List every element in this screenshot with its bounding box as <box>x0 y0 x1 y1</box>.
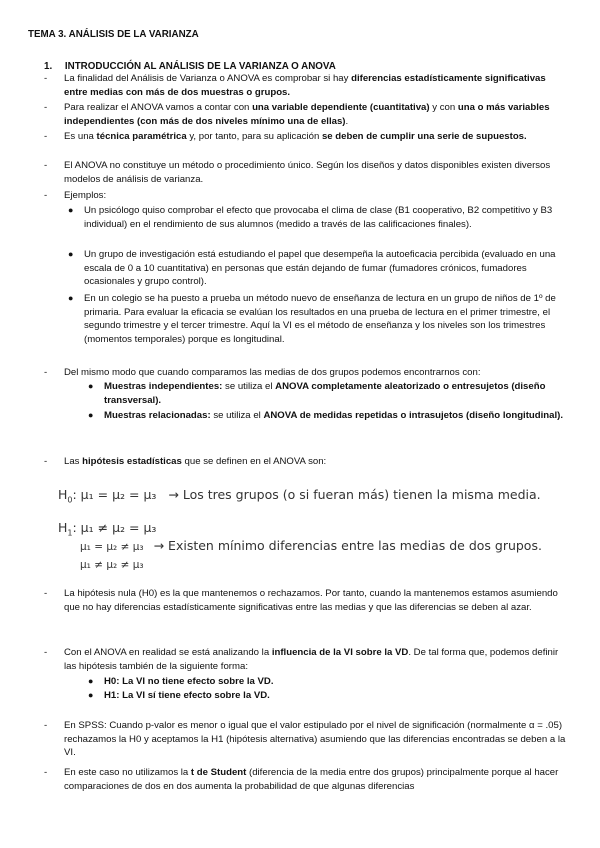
dash-bullet: - <box>44 456 48 467</box>
paragraph-text: La finalidad del Análisis de Varianza o ANOVA es comprobar si hay <box>64 73 352 84</box>
sample-label: Muestras relacionadas: <box>104 410 211 421</box>
paragraph-text: Con el ANOVA en realidad se está analizando la <box>64 647 272 658</box>
h0-expression: : μ₁ = μ₂ = μ₃ <box>72 487 157 502</box>
paragraph-bold: diferencias estadísticamente significativas entre medias con más de dos muestras o grupos. <box>64 73 546 98</box>
example-item <box>68 292 564 346</box>
h1-expression-3: μ₁ ≠ μ₂ ≠ μ₃ <box>80 559 144 571</box>
dash-bullet: - <box>44 767 48 778</box>
dot-bullet: ● <box>88 676 94 686</box>
dot-bullet: ● <box>88 690 94 700</box>
paragraph-text: . De tal forma que, podemos definir las hipótesis también de la siguiente forma: <box>64 647 559 672</box>
dash-bullet: - <box>44 367 48 378</box>
paragraph-bold: t de Student <box>190 767 247 778</box>
sample-text: se utiliza el <box>210 410 264 421</box>
dash-bullet: - <box>44 102 48 113</box>
paragraph-text: y, por tanto, para su aplicación <box>186 131 322 142</box>
h1-expression: : μ₁ ≠ μ₂ = μ₃ <box>72 520 157 535</box>
paragraph-bold: hipótesis estadísticas <box>82 456 182 467</box>
sample-bold: ANOVA completamente aleatorizado o entresujetos (diseño transversal). <box>104 381 546 406</box>
h0-subscript: 0 <box>67 495 73 505</box>
paragraph-text: El ANOVA no constituye un método o procedimiento único. Según los diseños y datos disponibles existen diversos modelos de análisis de varianza. <box>64 160 551 185</box>
paragraph-text: Las <box>64 456 83 467</box>
dash-bullet: - <box>44 588 48 599</box>
paragraph-text: Para realizar el ANOVA vamos a contar con <box>64 102 253 113</box>
hypothesis-h0 <box>58 488 541 507</box>
example-text: Un grupo de investigación está estudiando el papel que desempeña la autoeficacia percibida (evaluado en una escala de 0 a 10 cuantitativa) en personas que están dejando de fumar (fumadores crónicos, fumadores ocasionales y grupo control). <box>84 249 556 287</box>
hypothesis-h0-text: H0: La VI no tiene efecto sobre la VD. <box>104 676 274 687</box>
paragraph-bold: una o más variables independientes (con más de dos niveles mínimo una de ellas) <box>64 102 550 127</box>
h0-symbol: H <box>58 487 68 502</box>
paragraph-text: La hipótesis nula (H0) es la que mantenemos o rechazamos. Por tanto, cuando la mantenemos estamos asumiendo que no hay diferencias estadísticamente significativas entre las medias y que las diferencias se deben al azar. <box>64 588 558 613</box>
example-text: Un psicólogo quiso comprobar el efecto que provocaba el clima de clase (B1 cooperativo, B2 competitivo y B3 individual) en el rendimiento de sus alumnos (medido a través de las calificaciones finales). <box>84 205 553 230</box>
section-number: 1. <box>44 61 53 72</box>
paragraph-text: y con <box>429 102 458 113</box>
hypothesis-h1-line2 <box>80 539 542 555</box>
h1-expression-2: μ₁ = μ₂ ≠ μ₃ <box>80 541 144 553</box>
paragraph-text: En este caso no utilizamos la <box>64 767 191 778</box>
dot-bullet: ● <box>88 381 94 391</box>
paragraph-text: En SPSS: Cuando p-valor es menor o igual que el valor estipulado por el nivel de significación (normalmente α = .05) rechazamos la H0 y aceptamos la H1 (hipótesis alternativa) asumiendo que las diferencias encontradas se deben a la VI. <box>64 720 566 758</box>
sample-item <box>88 409 566 423</box>
section-title: INTRODUCCIÓN AL ANÁLISIS DE LA VARIANZA O ANOVA <box>64 61 336 72</box>
hypothesis-h1 <box>58 521 156 540</box>
paragraph-bold: técnica paramétrica <box>96 131 187 142</box>
example-text: En un colegio se ha puesto a prueba un método nuevo de enseñanza de lectura en un grupo de niños de 1º de primaria. Para evaluar la eficacia se evalúan los resultados en una prueba de lectura en el primer trimestre, el segundo trimestre y el tercer trimestre. Aquí la VI es el método de enseñanza y los niveles son los trimestres (momentos temporales) porque es longitudinal. <box>84 293 556 345</box>
h1-subscript: 1 <box>67 528 73 538</box>
paragraph-text: (diferencia de la media entre dos grupos) principalmente porque al hacer comparaciones de dos en dos aumenta la probabilidad de que algunas diferencias <box>64 767 559 792</box>
paragraph-text: Es una <box>64 131 97 142</box>
hypothesis-item <box>88 689 566 703</box>
dot-bullet: ● <box>68 293 74 303</box>
h1-symbol: H <box>58 520 68 535</box>
sample-bold: ANOVA de medidas repetidas o intrasujetos (diseño longitudinal). <box>263 410 564 421</box>
sample-label: Muestras independientes: <box>104 381 223 392</box>
paragraph-bold: influencia de la VI sobre la VD <box>271 647 409 658</box>
hypothesis-item <box>88 675 566 689</box>
dash-bullet: - <box>44 160 48 171</box>
paragraph-text: Ejemplos: <box>64 190 107 201</box>
h1-description: → Existen mínimo diferencias entre las medias de dos grupos. <box>153 538 542 553</box>
paragraph-text: . <box>345 115 349 127</box>
hypothesis-h1-text: H1: La VI sí tiene efecto sobre la VD. <box>104 690 270 701</box>
dash-bullet: - <box>44 131 48 142</box>
paragraph-text: Del mismo modo que cuando comparamos las medias de dos grupos podemos encontrarnos con: <box>64 367 481 378</box>
paragraph-bold: una variable dependiente (cuantitativa) <box>252 102 430 113</box>
paragraph-text: que se definen en el ANOVA son: <box>181 456 327 467</box>
h0-description: → Los tres grupos (o si fueran más) tienen la misma media. <box>168 487 541 502</box>
sample-text: se utiliza el <box>222 381 276 392</box>
paragraph-bold: se deben de cumplir una serie de supuestos. <box>321 131 527 142</box>
dot-bullet: ● <box>88 410 94 420</box>
document-title: TEMA 3. ANÁLISIS DE LA VARIANZA <box>28 29 199 40</box>
dash-bullet: - <box>44 647 48 658</box>
dash-bullet: - <box>44 190 48 201</box>
dot-bullet: ● <box>68 249 74 259</box>
example-item <box>68 204 564 231</box>
hypothesis-h1-line3 <box>80 559 144 573</box>
dash-bullet: - <box>44 73 48 84</box>
dot-bullet: ● <box>68 205 74 215</box>
dash-bullet: - <box>44 720 48 731</box>
example-item <box>68 248 564 289</box>
sample-item <box>88 380 566 407</box>
